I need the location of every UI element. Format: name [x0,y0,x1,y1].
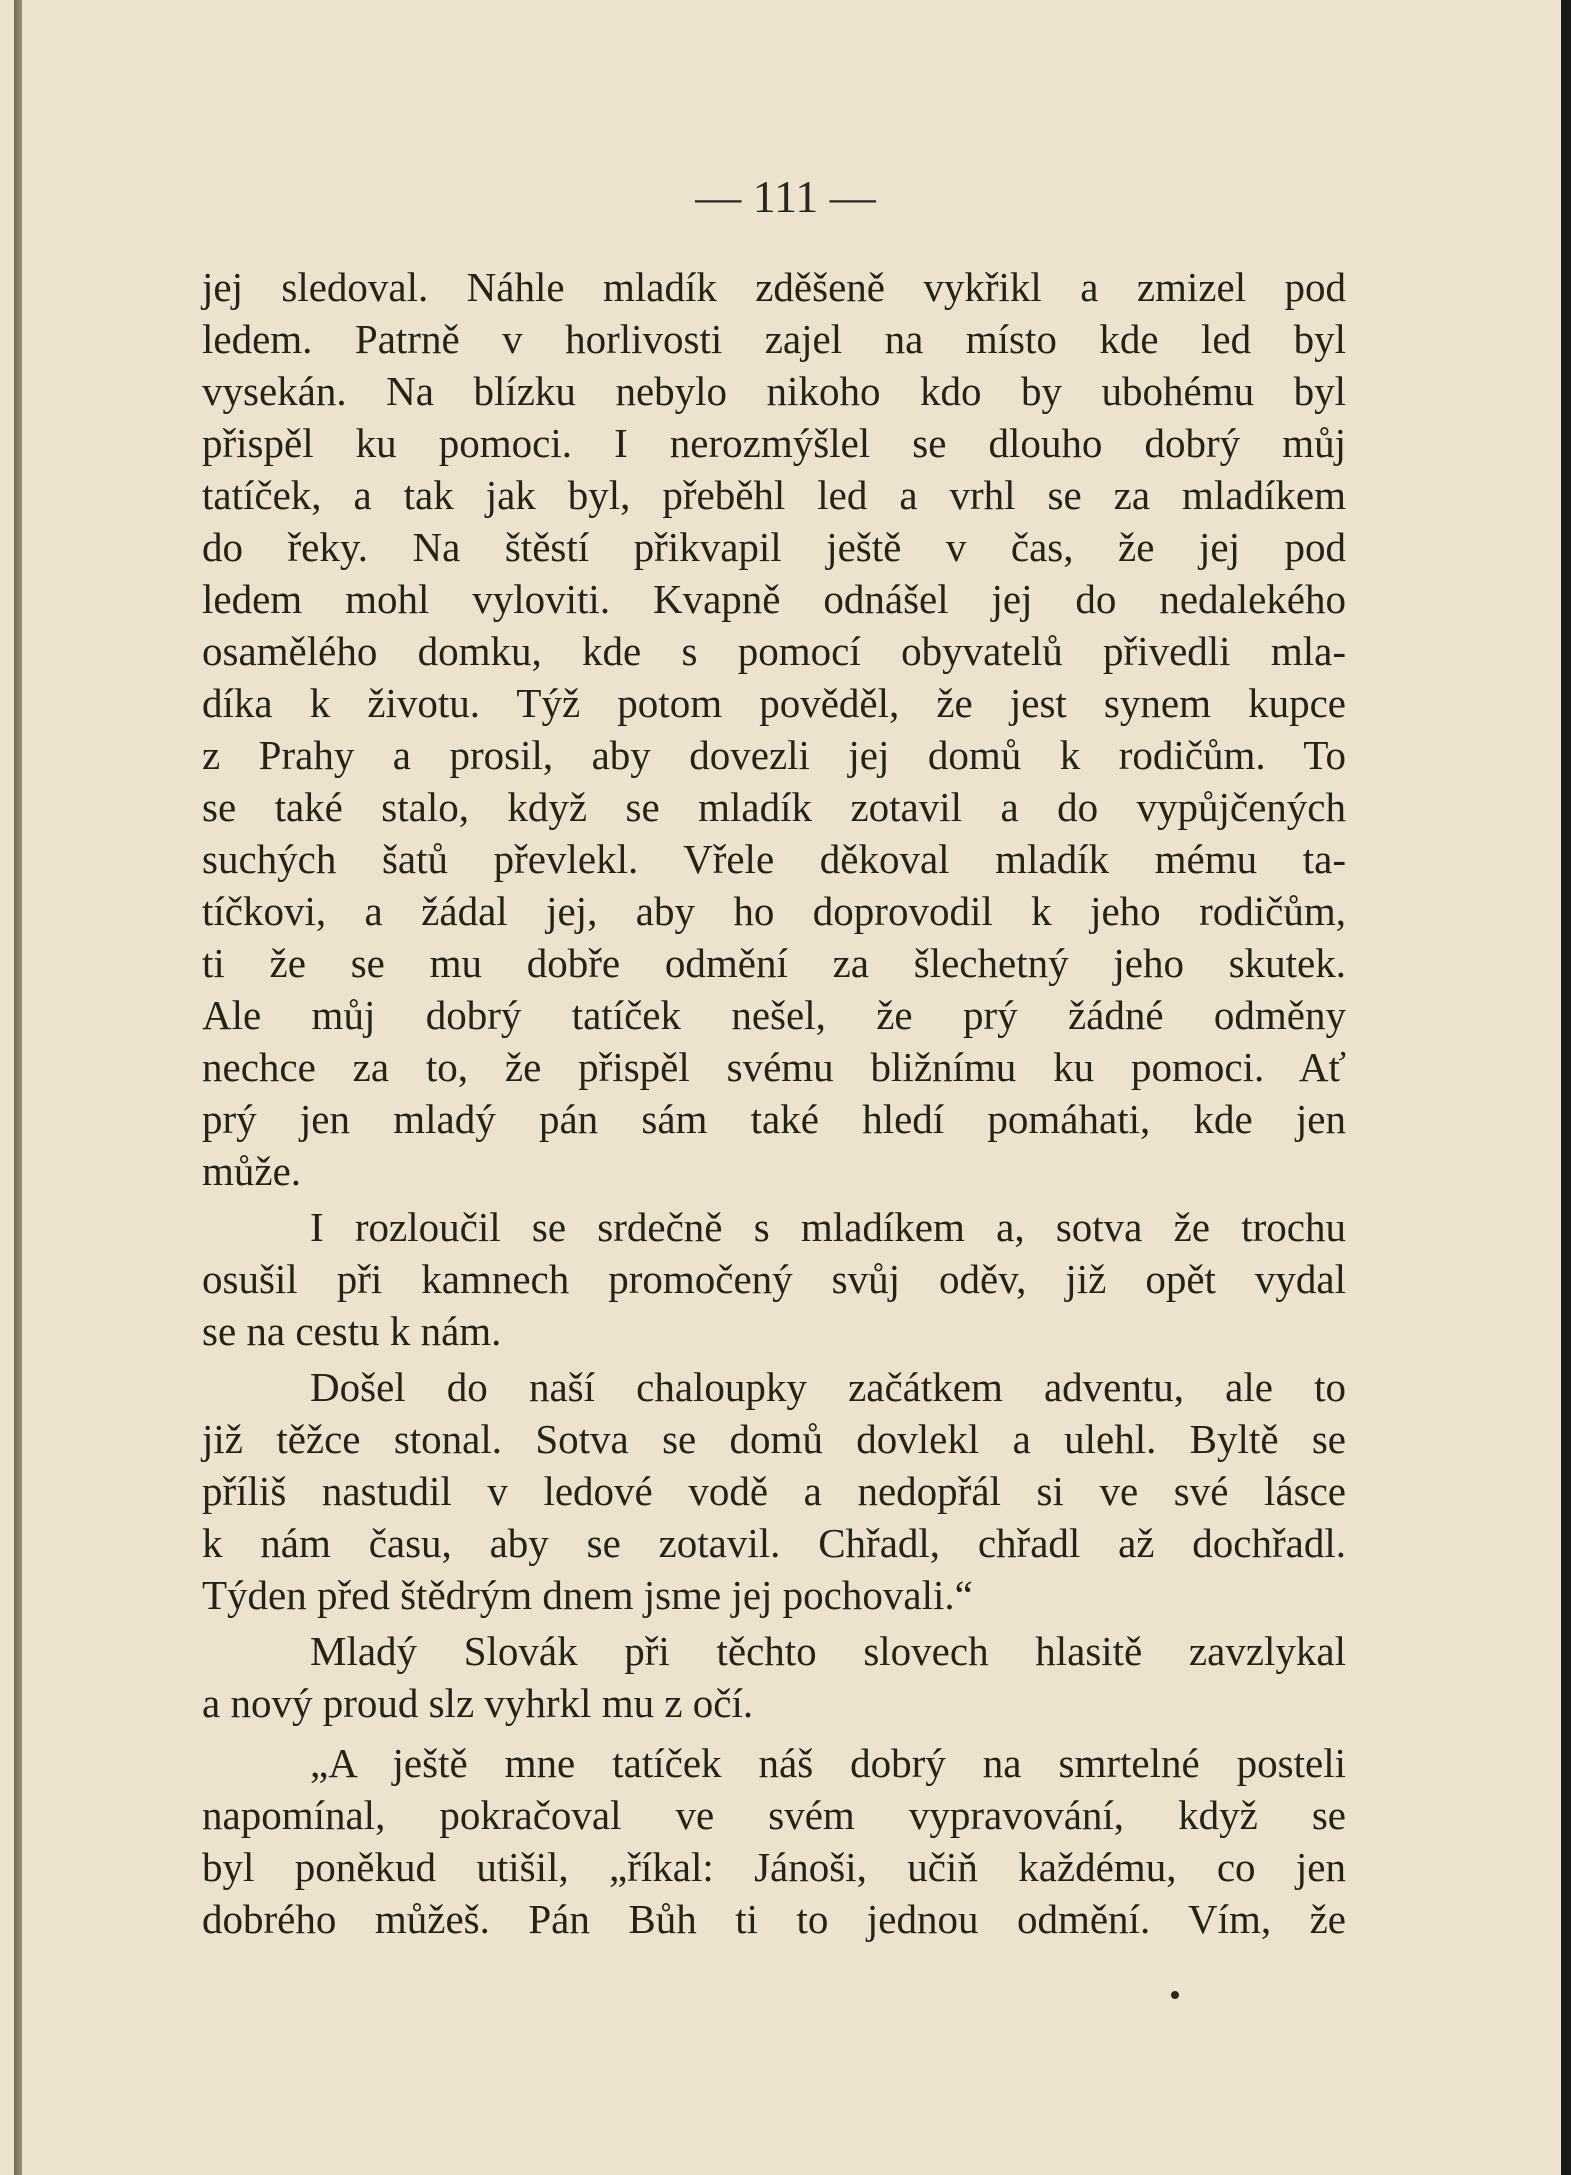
text-line: k nám času, aby se zotavil. Chřadl, chřadl až dochřadl. [202,1520,1346,1566]
text-line: díka k životu. Týž potom pověděl, že jest synem kupce [202,680,1346,726]
text-line: ledem mohl vyloviti. Kvapně odnášel jej do nedalekého [202,576,1346,622]
text-line: do řeky. Na štěstí přikvapil ještě v čas, že jej pod [202,524,1346,570]
text-line: Mladý Slovák při těchto slovech hlasitě zavzlykal [310,1628,1346,1674]
text-line: již těžce stonal. Sotva se domů dovlekl a ulehl. Byltě se [202,1416,1346,1462]
page-number: — 111 — [695,171,876,222]
scan-border [1561,0,1571,2175]
text-line: Ale můj dobrý tatíček nešel, že prý žádné odměny [202,992,1346,1038]
text-line: napomínal, pokračoval ve svém vypravování, když se [202,1792,1346,1838]
paragraph-1 [202,261,1346,1197]
paragraph-2 [202,1201,1346,1357]
text-line: tatíček, a tak jak byl, přeběhl led a vrhl se za mladíkem [202,472,1346,518]
text-line: osamělého domku, kde s pomocí obyvatelů přivedli mla- [202,628,1346,674]
text-line: Týden před štědrým dnem jsme jej pochovali.“ [202,1572,973,1618]
text-line: může. [202,1148,302,1194]
text-line: byl poněkud utišil, „říkal: Jánoši, učiň každému, co jen [202,1844,1346,1890]
text-line: Došel do naší chaloupky začátkem adventu, ale to [310,1364,1346,1410]
text-line: prý jen mladý pán sám také hledí pomáhati, kde jen [202,1096,1346,1142]
text-line: ti že se mu dobře odmění za šlechetný jeho skutek. [202,940,1346,986]
body-text [202,261,1346,1945]
paragraph-3 [202,1361,1346,1621]
text-line: přispěl ku pomoci. I nerozmýšlel se dlouho dobrý můj [202,420,1346,466]
text-line: se také stalo, když se mladík zotavil a do vypůjčených [202,784,1346,830]
text-line: příliš nastudil v ledové vodě a nedopřál si ve své lásce [202,1468,1346,1514]
text-line: tíčkovi, a žádal jej, aby ho doprovodil k jeho rodičům, [202,888,1346,934]
paragraph-4 [202,1625,1346,1729]
binding-edge [14,0,22,2175]
text-line: jej sledoval. Náhle mladík zděšeně vykřikl a zmizel pod [202,264,1346,310]
text-line: ledem. Patrně v horlivosti zajel na místo kde led byl [202,316,1346,362]
text-line: „A ještě mne tatíček náš dobrý na smrtelné posteli [310,1740,1346,1786]
text-line: osušil při kamnech promočený svůj oděv, již opět vydal [202,1256,1346,1302]
text-line: I rozloučil se srdečně s mladíkem a, sotva že trochu [310,1204,1346,1250]
text-line: se na cestu k nám. [202,1308,502,1354]
text-line: nechce za to, že přispěl svému bližnímu ku pomoci. Ať [202,1044,1346,1090]
ink-speck [1171,1991,1179,1999]
text-line: z Prahy a prosil, aby dovezli jej domů k rodičům. To [202,732,1346,778]
text-line: a nový proud slz vyhrkl mu z očí. [202,1680,754,1726]
paragraph-5 [202,1737,1346,1945]
text-line: dobrého můžeš. Pán Bůh ti to jednou odmění. Vím, že [202,1896,1346,1942]
text-line: suchých šatů převlekl. Vřele děkoval mladík mému ta- [202,836,1346,882]
text-line: vysekán. Na blízku nebylo nikoho kdo by ubohému byl [202,368,1346,414]
